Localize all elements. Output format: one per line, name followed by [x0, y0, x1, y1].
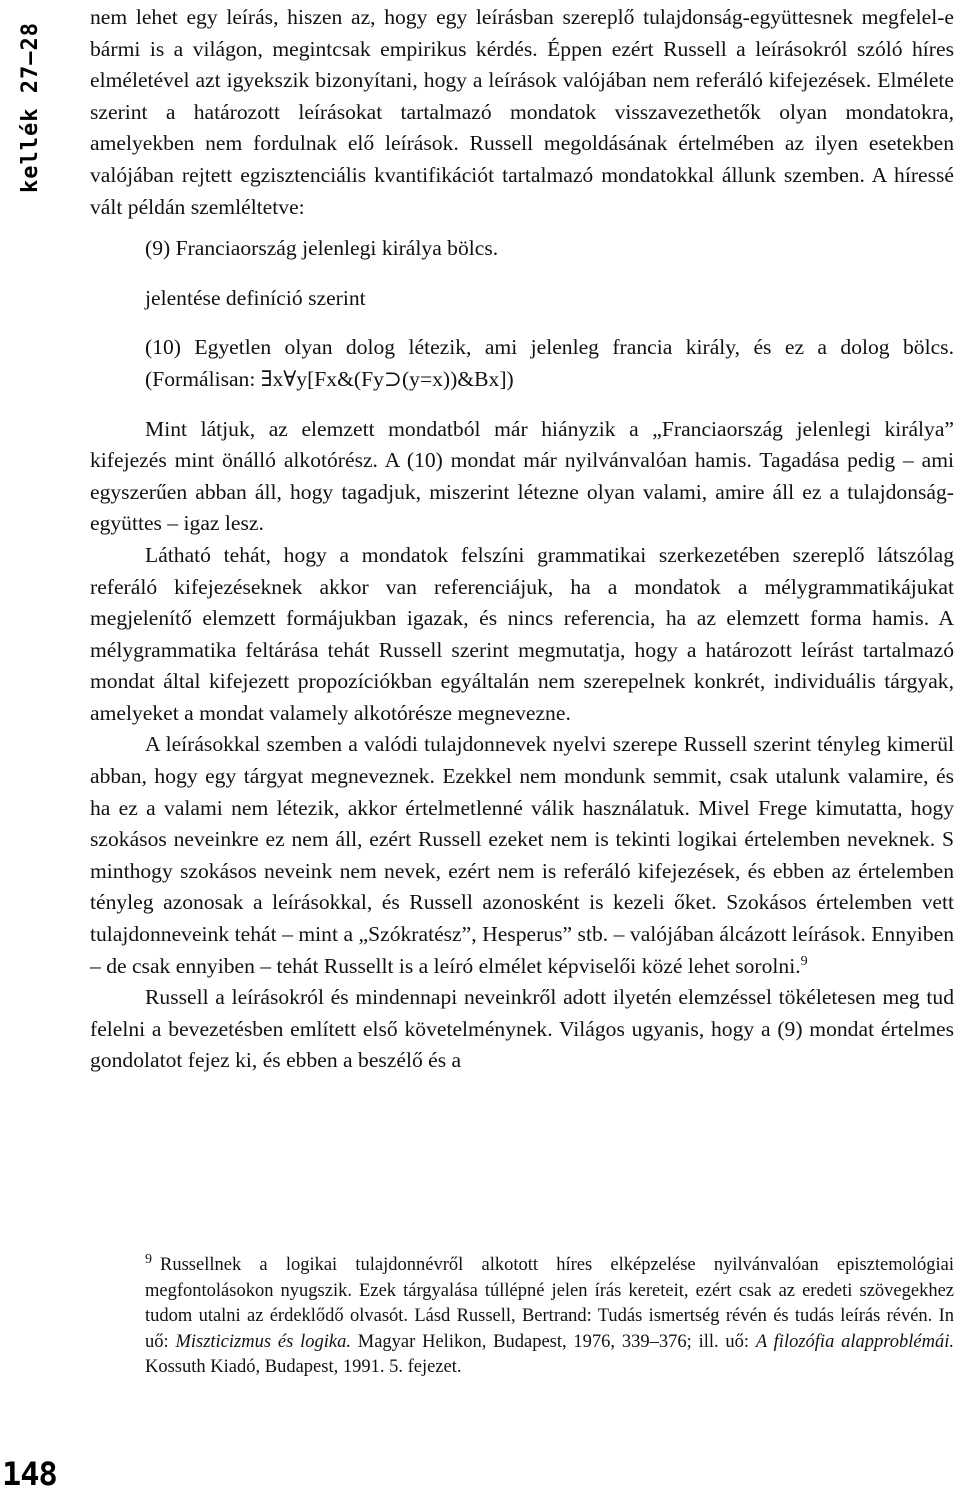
main-text: [90, 2, 954, 1077]
paragraph-4: [90, 729, 954, 982]
example-10: (10) Egyetlen olyan dolog létezik, ami jelenleg francia király, és ez a dolog bölcs. (Formálisan: ∃x∀y[Fx&(Fy⊃(y=x))&Bx]): [145, 335, 954, 391]
page-number: 148: [2, 1455, 57, 1493]
example-meaning-line: jelentése definíció szerint: [145, 285, 366, 310]
paragraph-5: Russell a leírásokról és mindennapi neveinkről adott ilyetén elemzéssel tökéletesen meg tud felelni a bevezetésben említett első követelménynek. Világos ugyanis, hogy a (9) mondat értelmes gondolatot fejez ki, és ebben a beszélő és a: [90, 985, 954, 1073]
paragraph-3: Látható tehát, hogy a mondatok felszíni grammatikai szerkezetében szereplő látszólag referáló kifejezéseknek akkor van referenciájuk, ha a mondatok a mélygrammatikájukat megjelenítő elemzett formájukban igazak, és nincs referencia, ha az elemzett forma hamis. A mélygrammatika feltárása tehát Russell szerint megmutatja, hogy a határozott leírást tartalmazó mondat által kifejezett propozíciókban egyáltalán nem szerepelnek konkrét, individuális tárgyak, amelyeket a mondat valamely alkotórésze megnevezne.: [90, 542, 954, 725]
running-head-text: kellék 27–28: [17, 22, 43, 193]
footnote-title-1: Miszticizmus és logika.: [175, 1331, 351, 1352]
running-head: [0, 0, 60, 215]
paragraph-4-text: A leírásokkal szemben a valódi tulajdonnevek nyelvi szerepe Russell szerint tényleg kimerül abban, hogy egy tárgyat megneveznek. Ezekkel nem mondunk semmit, csak utalunk valamire, és ha ez a valami nem létezik, akkor értelmetlenné válik használatuk. Mivel Frege kimutatta, hogy szokásos neveinkre ez nem áll, ezért Russell ezeket nem is tekinti logikai értelemben neveknek. S minthogy szokásos neveink nem nevek, ezért nem is referáló kifejezések, és ebben az értelemben tényleg azonosak a leírásokkal, és Russell azonosként is kezeli őket. Szokásos értelemben vett tulajdonneveink tehát – mint a „Szókratész”, Hesperus” stb. – valójában álcázott leírások. Ennyiben – de csak ennyiben – tehát Russellt is a leíró elmélet képviselői közé lehet sorolni.: [90, 732, 954, 978]
footnote: [145, 1253, 954, 1381]
paragraph-1: nem lehet egy leírás, hiszen az, hogy egy leírásban szereplő tulajdonság-együttesnek megfelel-e bármi is a világon, megintcsak empirikus kérdés. Éppen ezért Russell a leírásokról szóló híres elméletével azt igyekszik bizonyítani, hogy a leírások valójában nem referáló kifejezések. Elmélete szerint a határozott leírásokat tartalmazó mondatok visszavezethetők olyan mondatokra, amelyekben nem fordulnak elő leírások. Russell megoldásának értelmében az ilyen esetekben valójában rejtett egzisztenciális kvantifikációt tartalmazó mondatokkal állunk szemben. A híressé vált példán szemléltetve:: [90, 5, 954, 219]
footnote-text-3: Kossuth Kiadó, Budapest, 1991. 5. fejezet.: [145, 1357, 462, 1378]
footnote-reference[interactable]: 9: [800, 953, 808, 969]
footnote-title-2: A filozófia alapproblémái.: [755, 1331, 955, 1352]
footnote-text-1: Russellnek a logikai tulajdonnévről alkotott híres elképzelése nyilvánvalóan episztemológiai megfontolásokon nyugszik. Ezek tárgyalása túllépné jelen írás kereteit, ezért csak az eredeti szövegekhez tudom utalni az érdeklődő olvasót. Lásd Russell, Bertrand: Tudás ismertség révén és tudás leírás révén. In uő:: [145, 1255, 954, 1352]
paragraph-2: Mint látjuk, az elemzett mondatból már hiányzik a „Franciaország jelenlegi királya” kifejezés mint önálló alkotórész. A (10) mondat már nyilvánvalóan hamis. Tagadása pedig – ami egyszerűen abban áll, hogy tagadjuk, miszerint létezne olyan valami, amire áll ez a tulajdonság-együttes – igaz lesz.: [90, 416, 954, 536]
footnote-number: 9: [145, 1251, 152, 1267]
example-9: (9) Franciaország jelenlegi királya bölcs.: [145, 236, 499, 261]
footnote-text-2: Magyar Helikon, Budapest, 1976, 339–376; ill. uő:: [357, 1331, 750, 1352]
